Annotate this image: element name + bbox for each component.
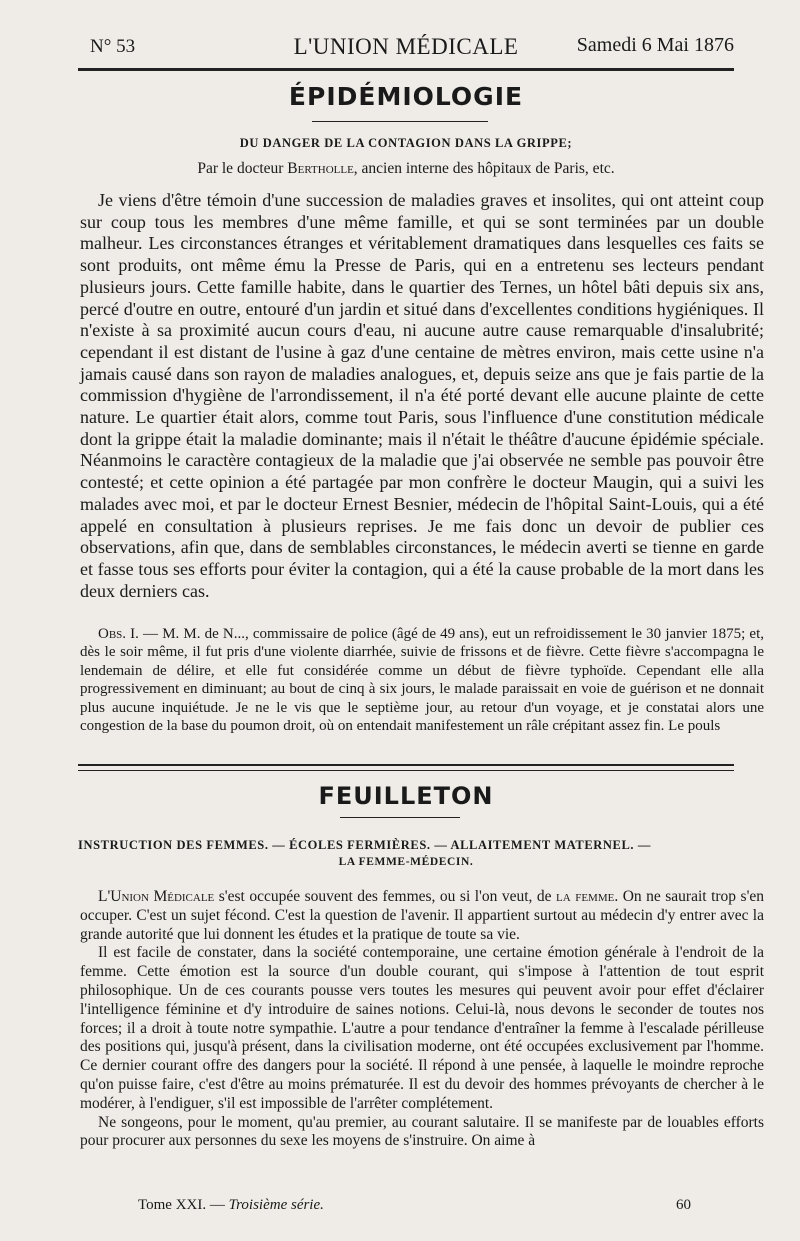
feuilleton-paragraph: Ne songeons, pour le moment, qu'au premier, au courant salutaire. Il se manifeste par de louables efforts pour procurer aux personnes du sexe les moyens de s'instruire. On aime à — [80, 1113, 764, 1150]
observation-block — [80, 625, 764, 735]
page-footer — [78, 1197, 734, 1219]
observation-label: Obs. I. — [98, 626, 139, 642]
section-title-epidemiologie: ÉPIDÉMIOLOGIE — [288, 82, 524, 111]
page-number: 60 — [676, 1197, 691, 1213]
observation-paragraph — [80, 625, 764, 735]
issue-date: Samedi 6 Mai 1876 — [576, 34, 734, 56]
article-subtitle: DU DANGER DE LA CONTAGION DANS LA GRIPPE; — [239, 136, 573, 150]
page-header — [78, 30, 734, 64]
series-info: Troisième série. — [228, 1197, 324, 1213]
issue-number: N° 53 — [90, 36, 136, 57]
feuilleton-text: . On ne saurait trop s'en occuper. C'est un sujet fécond. C'est la question de l'avenir. Il appartient surtout au médecin d'y entrer avec la grande autorité que lui donnent les études et la pratique de toute sa vie. — [80, 888, 765, 943]
feuilleton-title-rule — [340, 817, 460, 818]
feuilleton-subtitle-2: LA FEMME-MÉDECIN. — [338, 856, 474, 868]
section-title-feuilleton: FEUILLETON — [318, 782, 494, 810]
journal-name: L'Union Médicale — [98, 888, 215, 905]
journal-title: L'UNION MÉDICALE — [293, 34, 519, 59]
author-name: Bertholle — [287, 160, 354, 177]
byline-prefix: Par le docteur — [197, 160, 284, 177]
section-title-rule — [312, 121, 488, 122]
article-body — [80, 190, 764, 602]
feuilleton-paragraph: Il est facile de constater, dans la société contemporaine, une certaine émotion générale à l'endroit de la femme. Cette émotion est la source d'un double courant, qui s'impose à l'attention de tout esprit philosophique. Un de ces courants pousse vers toutes les mesures qui peuvent avoir pour effet d'éclairer l'intelligence féminine et d'y introduire de saines notions. Celui-là, nous devons le seconder de toutes nos forces; il a droit à toute notre sympathie. L'autre a pour tendance d'entraîner la femme à l'escalade périlleuse des positions qui, jusqu'à présent, dans la civilisation moderne, ont été occupées exclusivement par l'homme. Ce dernier courant offre des dangers pour la société. Il répond à une pensée, à laquelle le moindre reproche qu'on puisse faire, c'est d'être au moins prématurée. Il est du devoir des hommes prévoyants de chercher à le modérer, à l'endiguer, s'il est impossible de l'arrêter complétement. — [80, 944, 764, 1112]
article-paragraph: Je viens d'être témoin d'une succession de maladies graves et insolites, qui ont atteint coup sur coup tous les membres d'une même famille, et qui se sont terminées par un double malheur. Les circonstances étranges et véritablement dramatiques dans lesquelles ces faits se sont produits, ont même ému la Presse de Paris, qui en a entretenu ses lecteurs pendant plusieurs jours. Cette famille habite, dans le quartier des Ternes, un hôtel bâti depuis six ans, percé d'outre en outre, entouré d'un jardin et situé dans d'excellentes conditions hygiéniques. Il n'existe à sa proximité aucun cours d'eau, ni aucune autre cause remarquable d'insalubrité; cependant il est distant de l'usine à gaz d'une centaine de mètres environ, mais cette usine n'a jamais causé dans son rayon de maladies analogues, et, depuis seize ans que je fais partie de la commission d'hygiène de l'arrondissement, il n'a été porté devant elle aucune plainte de cette nature. Le quartier était alors, comme tout Paris, sous l'influence d'une constitution médicale dont la grippe était la maladie dominante; mais il n'était le théâtre d'aucune épidémie spéciale. Néanmoins le caractère contagieux de la maladie que j'ai observée ne semble pas pouvoir être contesté; et cette opinion a été partagée par mon confrère le docteur Maugin, qui a suivi les malades avec moi, et par le docteur Ernest Besnier, médecin de l'hôpital Saint-Louis, qui a été appelé en consultation à plusieurs reprises. Je me fais donc un devoir de publier ces observations, afin que, dans de semblables circonstances, le médecin averti se tienne en garde et fasse tous ses efforts pour éviter la contagion, qui a été la cause probable de la mort dans les deux derniers cas. — [80, 190, 764, 601]
feuilleton-paragraph — [80, 888, 764, 944]
feuilleton-text-smallcaps: la femme — [556, 888, 615, 905]
article-byline — [78, 160, 734, 178]
feuilleton-text: s'est occupée souvent des femmes, ou si l'on veut, de — [214, 888, 557, 905]
feuilleton-separator — [78, 764, 734, 771]
byline-suffix: , ancien interne des hôpitaux de Paris, etc. — [353, 160, 615, 177]
observation-text: — M. M. de N..., commissaire de police (âgé de 49 ans), eut un refroidissement le 30 janvier 1875; et, dès le soir même, il fut pris d'une violente diarrhée, suivie de frissons et de fièvre. Cette fièvre s'accompagna le lendemain de délire, et elle fut considérée comme un début de fièvre typhoïde. Cependant elle alla progressivement en diminuant; au bout de cinq à six jours, le malade paraissait en voie de guérison et ne donnait plus aucune inquiétude. Je ne le vis que le septième jour, au retour d'un voyage, et je constatai alors une congestion de la base du poumon droit, où on entendait manifestement un râle crépitant assez fin. Le pouls — [80, 626, 764, 735]
volume-info — [138, 1197, 324, 1214]
feuilleton-body — [80, 888, 764, 1151]
volume-number: Tome XXI. — — [138, 1197, 225, 1213]
header-rule — [78, 68, 734, 71]
feuilleton-subtitle: INSTRUCTION DES FEMMES. — ÉCOLES FERMIÈRES. — ALLAITEMENT MATERNEL. — — [78, 838, 651, 852]
